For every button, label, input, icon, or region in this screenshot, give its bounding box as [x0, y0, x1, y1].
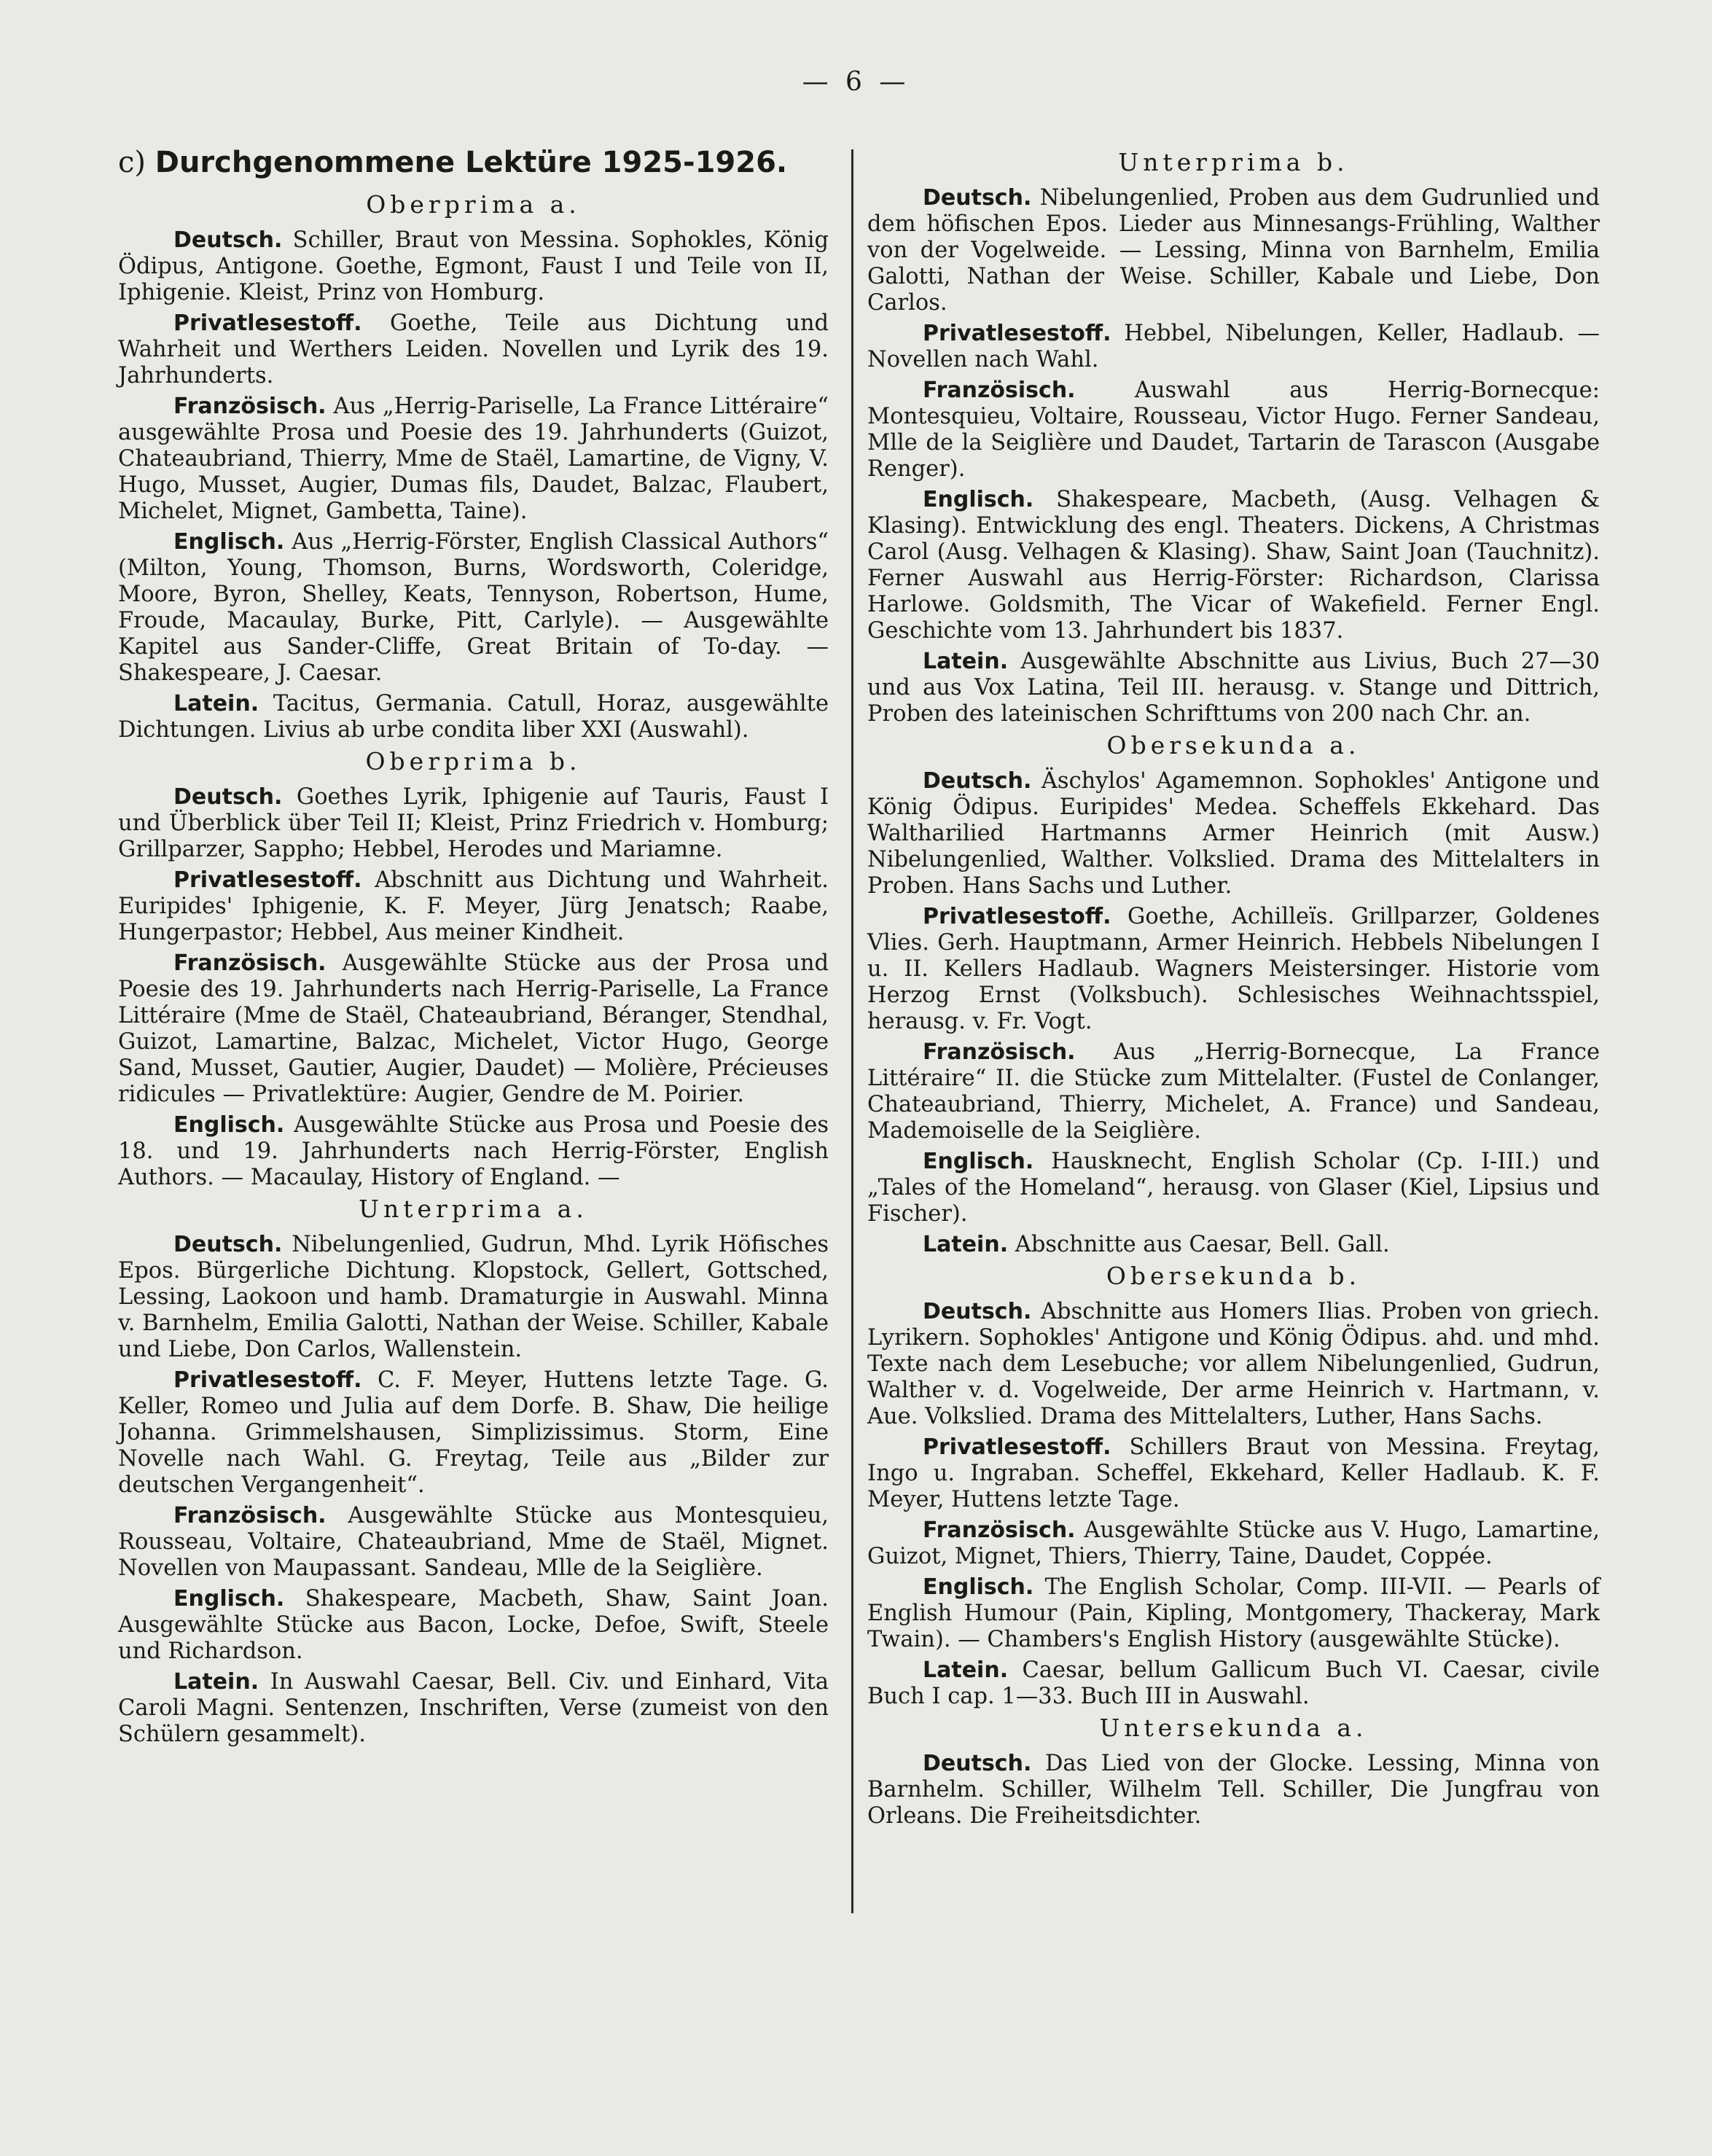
- reading-entry: [118, 1367, 829, 1499]
- reading-entry: [118, 1586, 829, 1665]
- entry-text: Hebbel, Nibelungen, Keller, Hadlaub. — Novellen nach Wahl.: [867, 321, 1600, 372]
- right-column: [867, 146, 1600, 1915]
- section-title: Durchgenommene Lektüre 1925-1926.: [155, 146, 788, 179]
- section-label: c): [118, 146, 146, 179]
- entry-text: Ausgewählte Stücke aus Montesquieu, Rousseau, Voltaire, Chateaubriand, Mme de Staël, Mignet. Novellen von Maupassant. Sandeau, Mlle de la Seiglière.: [118, 1503, 829, 1581]
- reading-entry: [118, 1112, 829, 1191]
- subject-label: Französisch.: [923, 1518, 1076, 1543]
- subject-label: Latein.: [923, 1657, 1009, 1683]
- subject-label: Privatlesestoff.: [923, 904, 1111, 929]
- entry-text: Shakespeare, Macbeth, Shaw, Saint Joan. Ausgewählte Stücke aus Bacon, Locke, Defoe, Swift, Steele und Richardson.: [118, 1586, 829, 1664]
- subject-label: Französisch.: [923, 1039, 1076, 1065]
- subject-label: Englisch.: [923, 487, 1034, 512]
- entry-text: Nibelungenlied, Gudrun, Mhd. Lyrik Höfisches Epos. Bürgerliche Dichtung. Klopstock, Gellert, Gottsched, Lessing, Laokoon und hamb. Dramaturgie in Auswahl. Minna v. Barnhelm, Emilia Galotti, Nathan der Weise. Schiller, Kabale und Liebe, Don Carlos, Wallenstein.: [118, 1232, 829, 1362]
- entry-text: The English Scholar, Comp. III-VII. — Pearls of English Humour (Pain, Kipling, Montgomery, Thackeray, Mark Twain). — Chambers's English History (ausgewählte Stücke).: [867, 1574, 1600, 1652]
- entry-text: Nibelungenlied, Proben aus dem Gudrunlied und dem höfischen Epos. Lieder aus Minnesangs-Frühling, Walther von der Vogelweide. — Lessing, Minna von Barnhelm, Emilia Galotti, Nathan der Weise. Schiller, Kabale und Liebe, Don Carlos.: [867, 185, 1600, 316]
- class-heading: Unterprima b.: [1118, 148, 1349, 176]
- class-heading: Oberprima a.: [366, 190, 581, 219]
- class-heading: Obersekunda a.: [1106, 731, 1361, 759]
- class-heading: Obersekunda b.: [1106, 1262, 1361, 1290]
- reading-entry: [867, 1299, 1600, 1430]
- left-column-content: [118, 191, 829, 1748]
- reading-entry: [118, 867, 829, 946]
- reading-entry: [867, 904, 1600, 1035]
- subject-label: Französisch.: [173, 394, 327, 419]
- entry-text: Shakespeare, Macbeth, (Ausg. Velhagen & Klasing). Entwicklung des engl. Theaters. Dickens, A Christmas Carol (Ausg. Velhagen & Klasing). Shaw, Saint Joan (Tauchnitz). Ferner Auswahl aus Herrig-Förster: Richardson, Clarissa Harlowe. Goldsmith, The Vicar of Wakefield. Ferner Engl. Geschichte vom 13. Jahrhundert bis 1837.: [867, 487, 1600, 644]
- subject-label: Englisch.: [173, 1112, 285, 1138]
- subject-label: Privatlesestoff.: [923, 1434, 1111, 1460]
- class-heading: Oberprima b.: [365, 747, 582, 776]
- subject-label: Deutsch.: [173, 1232, 283, 1257]
- right-column-content: [867, 149, 1600, 1829]
- subject-label: Deutsch.: [173, 784, 283, 810]
- reading-entry: [867, 185, 1600, 316]
- subject-label: Englisch.: [923, 1574, 1034, 1600]
- subject-label: Französisch.: [173, 1503, 327, 1528]
- entry-text: Aus „Herrig-Förster, English Classical Authors“ (Milton, Young, Thomson, Burns, Wordsworth, Coleridge, Moore, Byron, Shelley, Keats, Tennyson, Robertson, Hume, Froude, Macaulay, Burke, Pitt, Carlyle). — Ausgewählte Kapitel aus Sander-Cliffe, Great Britain of To-day. — Shakespeare, J. Caesar.: [118, 529, 829, 686]
- entry-text: Das Lied von der Glocke. Lessing, Minna von Barnhelm. Schiller, Wilhelm Tell. Schiller, Die Jungfrau von Orleans. Die Freiheitsdichter.: [867, 1751, 1600, 1829]
- reading-entry: [118, 1503, 829, 1582]
- subject-label: Französisch.: [923, 378, 1076, 403]
- page-number: — 6 —: [802, 67, 910, 97]
- subject-label: Deutsch.: [173, 227, 283, 253]
- reading-entry: [867, 1751, 1600, 1829]
- reading-entry: [118, 310, 829, 389]
- reading-entry: [118, 394, 829, 525]
- subject-label: Privatlesestoff.: [923, 321, 1111, 346]
- reading-entry: [867, 1518, 1600, 1570]
- subject-label: Deutsch.: [923, 185, 1032, 211]
- subject-label: Privatlesestoff.: [173, 867, 362, 893]
- reading-entry: [867, 487, 1600, 644]
- entry-text: Abschnitte aus Homers Ilias. Proben von griech. Lyrikern. Sophokles' Antigone und König Ödipus. ahd. und mhd. Texte nach dem Lesebuche; vor allem Nibelungenlied, Gudrun, Walther v. d. Vogelweide, Der arme Heinrich v. Hartmann, v. Aue. Volkslied. Drama des Mittelalters, Luther, Hans Sachs.: [867, 1299, 1600, 1429]
- entry-text: Abschnitte aus Caesar, Bell. Gall.: [1015, 1232, 1390, 1257]
- entry-text: Abschnitt aus Dichtung und Wahrheit. Euripides' Iphigenie, K. F. Meyer, Jürg Jenatsch; Raabe, Hungerpastor; Hebbel, Aus meiner Kindheit.: [118, 867, 829, 945]
- entry-text: Schillers Braut von Messina. Freytag, Ingo u. Ingraban. Scheffel, Ekkehard, Keller Hadlaub. K. F. Meyer, Huttens letzte Tage.: [867, 1434, 1600, 1512]
- subject-label: Englisch.: [173, 1586, 285, 1612]
- subject-label: Latein.: [923, 649, 1009, 674]
- subject-label: Latein.: [173, 1669, 259, 1695]
- reading-entry: [867, 1574, 1600, 1653]
- subject-label: Privatlesestoff.: [173, 310, 362, 336]
- subject-label: Latein.: [923, 1232, 1009, 1257]
- reading-entry: [867, 1232, 1600, 1258]
- entry-text: Goethe, Teile aus Dichtung und Wahrheit und Werthers Leiden. Novellen und Lyrik des 19. Jahrhunderts.: [118, 310, 829, 388]
- reading-entry: [867, 1039, 1600, 1144]
- entry-text: Ausgewählte Stücke aus V. Hugo, Lamartine, Guizot, Mignet, Thiers, Thierry, Taine, Daudet, Coppée.: [867, 1518, 1600, 1569]
- entry-text: Schiller, Braut von Messina. Sophokles, König Ödipus, Antigone. Goethe, Egmont, Faust I und Teile von II, Iphigenie. Kleist, Prinz von Homburg.: [118, 227, 829, 305]
- entry-text: In Auswahl Caesar, Bell. Civ. und Einhard, Vita Caroli Magni. Sentenzen, Inschriften, Verse (zumeist von den Schülern gesammelt).: [118, 1669, 829, 1747]
- reading-entry: [118, 691, 829, 743]
- subject-label: Privatlesestoff.: [173, 1367, 362, 1393]
- entry-text: Äschylos' Agamemnon. Sophokles' Antigone und König Ödipus. Euripides' Medea. Scheffels Ekkehard. Das Waltharilied Hartmanns Armer Heinrich (mit Ausw.) Nibelungenlied, Walther. Volkslied. Drama des Mittelalters in Proben. Hans Sachs und Luther.: [867, 768, 1600, 899]
- class-heading: Unterprima a.: [359, 1195, 588, 1223]
- subject-label: Englisch.: [173, 529, 285, 555]
- entry-text: Aus „Herrig-Bornecque, La France Littéraire“ II. die Stücke zum Mittelalter. (Fustel de Conlanger, Chateaubriand, Thierry, Michelet, A. France) und Sandeau, Mademoiselle de la Seiglière.: [867, 1039, 1600, 1144]
- reading-entry: [118, 227, 829, 306]
- entry-text: Hausknecht, English Scholar (Cp. I-III.) und „Tales of the Homeland“, herausg. von Glaser (Kiel, Lipsius und Fischer).: [867, 1149, 1600, 1227]
- subject-label: Deutsch.: [923, 1751, 1032, 1776]
- entry-text: Ausgewählte Abschnitte aus Livius, Buch 27—30 und aus Vox Latina, Teil III. herausg. v. Stange und Dittrich, Proben des lateinischen Schrifttums von 200 nach Chr. an.: [867, 649, 1600, 727]
- entry-text: Goethe, Achilleïs. Grillparzer, Goldenes Vlies. Gerh. Hauptmann, Armer Heinrich. Hebbels Nibelungen I u. II. Kellers Hadlaub. Wagners Meistersinger. Historie vom Herzog Ernst (Volksbuch). Schlesisches Weihnachtsspiel, herausg. v. Fr. Vogt.: [867, 904, 1600, 1034]
- reading-entry: [118, 529, 829, 687]
- reading-entry: [118, 950, 829, 1108]
- reading-entry: [118, 1669, 829, 1748]
- subject-label: Englisch.: [923, 1149, 1034, 1174]
- entry-text: Ausgewählte Stücke aus der Prosa und Poesie des 19. Jahrhunderts nach Herrig-Pariselle, La France Littéraire (Mme de Staël, Chateaubriand, Béranger, Stendhal, Guizot, Lamartine, Balzac, Michelet, Victor Hugo, George Sand, Musset, Gautier, Augier, Daudet) — Molière, Précieuses ridicules — Privatlektüre: Augier, Gendre de M. Poirier.: [118, 950, 829, 1107]
- entry-text: Caesar, bellum Gallicum Buch VI. Caesar, civile Buch I cap. 1—33. Buch III in Auswahl.: [867, 1657, 1600, 1709]
- reading-entry: [118, 784, 829, 863]
- reading-entry: [867, 1657, 1600, 1710]
- subject-label: Deutsch.: [923, 768, 1032, 794]
- left-column: [118, 146, 829, 1915]
- entry-text: Auswahl aus Herrig-Bornecque: Montesquieu, Voltaire, Rousseau, Victor Hugo. Ferner Sandeau, Mlle de la Seiglière und Daudet, Tartarin de Tarascon (Ausgabe Renger).: [867, 378, 1600, 482]
- entry-text: Ausgewählte Stücke aus Prosa und Poesie des 18. und 19. Jahrhunderts nach Herrig-Förster, English Authors. — Macaulay, History of England. —: [118, 1112, 829, 1190]
- subject-label: Deutsch.: [923, 1299, 1032, 1324]
- reading-entry: [867, 378, 1600, 483]
- reading-entry: [867, 649, 1600, 727]
- subject-label: Latein.: [173, 691, 259, 716]
- reading-entry: [118, 1232, 829, 1363]
- column-divider: [851, 149, 853, 1913]
- entry-text: C. F. Meyer, Huttens letzte Tage. G. Keller, Romeo und Julia auf dem Dorfe. B. Shaw, Die heilige Johanna. Grimmelshausen, Simplizissimus. Storm, Eine Novelle nach Wahl. G. Freytag, Teile aus „Bilder zur deutschen Vergangenheit“.: [118, 1367, 829, 1498]
- reading-entry: [867, 321, 1600, 373]
- entry-text: Tacitus, Germania. Catull, Horaz, ausgewählte Dichtungen. Livius ab urbe condita liber XXI (Auswahl).: [118, 691, 829, 743]
- reading-entry: [867, 1434, 1600, 1513]
- reading-entry: [867, 1149, 1600, 1227]
- reading-entry: [867, 768, 1600, 899]
- class-heading: Untersekunda a.: [1099, 1714, 1368, 1742]
- section-heading: [118, 146, 829, 179]
- entry-text: Aus „Herrig-Pariselle, La France Littéraire“ ausgewählte Prosa und Poesie des 19. Jahrhunderts (Guizot, Chateaubriand, Thierry, Mme de Staël, Lamartine, de Vigny, V. Hugo, Musset, Augier, Dumas fils, Daudet, Balzac, Flaubert, Michelet, Mignet, Gambetta, Taine).: [118, 394, 829, 524]
- entry-text: Goethes Lyrik, Iphigenie auf Tauris, Faust I und Überblick über Teil II; Kleist, Prinz Friedrich v. Homburg; Grillparzer, Sappho; Hebbel, Herodes und Mariamne.: [118, 784, 829, 862]
- subject-label: Französisch.: [173, 950, 327, 976]
